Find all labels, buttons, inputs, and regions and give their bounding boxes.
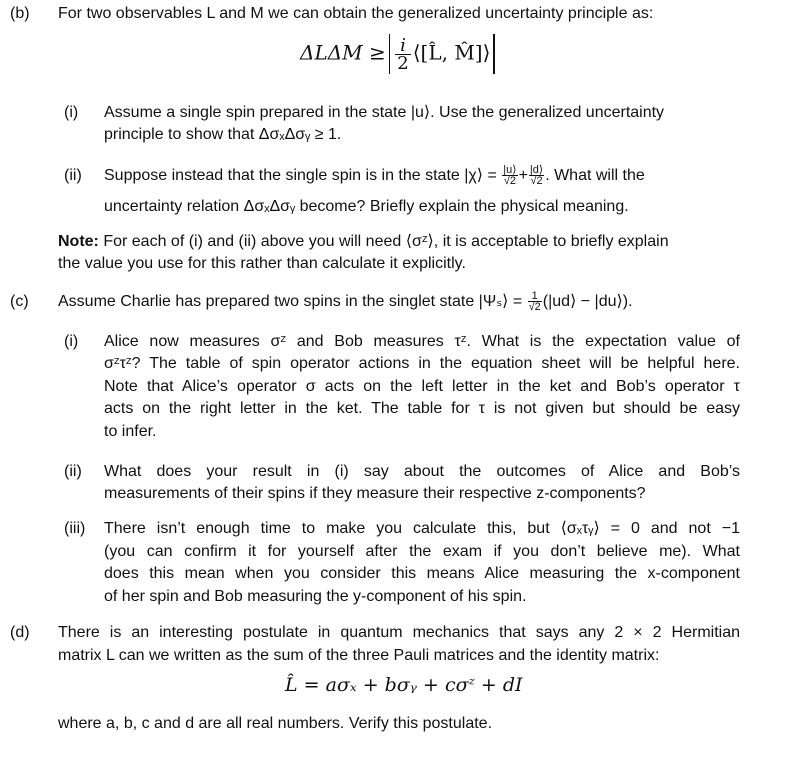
abs-bar-right xyxy=(493,34,495,74)
note-line-1 xyxy=(58,231,669,253)
c-ii-line-1-text: What does your result in (i) say about the outcomes of Alice and Bob’s xyxy=(104,463,740,480)
c-i-line-1 xyxy=(104,331,740,353)
note-line-2: the value you use for this rather than calculate it explicitly. xyxy=(58,255,466,272)
c-iii-line-1-text: There isn’t enough time to make you calculate this, but ⟨σₓτᵧ⟩ = 0 and not −1 xyxy=(104,520,740,537)
c-i-line-3 xyxy=(104,376,740,398)
uncertainty-equation xyxy=(300,34,498,74)
part-c-intro-post: (|ud⟩ − |du⟩). xyxy=(542,293,633,310)
b-ii-line-1 xyxy=(104,165,645,187)
c-frac xyxy=(528,291,542,312)
c-i-line-4-text: acts on the right letter in the ket. The table for τ is not given but should be easy xyxy=(104,400,740,417)
frac-d-num: |d⟩ xyxy=(529,164,544,177)
equation-frac-den: 2 xyxy=(397,52,409,74)
d-line-2: matrix L can we written as the sum of the three Pauli matrices and the identity matrix: xyxy=(58,647,660,664)
c-iii-line-3-text: does this mean when you consider this means Alice measuring the x-component xyxy=(104,565,740,582)
c-i-line-3-text: Note that Alice’s operator σ acts on the left letter in the ket and Bob’s operator τ xyxy=(104,378,740,395)
c-i-line-4 xyxy=(104,398,740,420)
note-bold: Note: xyxy=(58,233,99,250)
b-ii-label: (ii) xyxy=(64,167,82,184)
c-iii-line-1 xyxy=(104,518,740,540)
c-ii-line-2: measurements of their spins if they measure their respective z-components? xyxy=(104,485,646,502)
c-iii-line-2-text: (you can confirm it for yourself after the exam if you don’t believe me). What xyxy=(104,543,740,560)
part-d-label: (d) xyxy=(10,624,30,641)
d-line-1 xyxy=(58,622,740,644)
c-iii-line-4: of her spin and Bob measuring the y-component of his spin. xyxy=(104,588,527,605)
equation-fraction xyxy=(395,34,410,74)
equation-lhs: ΔLΔM ≥ xyxy=(300,40,386,65)
d-line-1-text: There is an interesting postulate in quantum mechanics that says any 2 × 2 Hermitian xyxy=(58,624,740,641)
abs-bar-left xyxy=(389,34,391,74)
b-ii-frac-d xyxy=(529,165,544,186)
c-frac-den: √2 xyxy=(528,301,541,314)
b-i-line-2: principle to show that ΔσₓΔσᵧ ≥ 1. xyxy=(104,126,342,143)
c-iii-line-3 xyxy=(104,563,740,585)
b-ii-frac-u xyxy=(502,165,517,186)
b-ii-line-1-post: . What will the xyxy=(545,167,645,184)
part-c-intro xyxy=(58,291,633,313)
part-c-label: (c) xyxy=(10,293,29,310)
c-i-line-5: to infer. xyxy=(104,423,157,440)
part-c-intro-pre: Assume Charlie has prepared two spins in the singlet state |Ψₛ⟩ = xyxy=(58,293,523,310)
c-i-line-2-text: σᶻτᶻ? The table of spin operator actions in the equation sheet will be helpful here. xyxy=(104,355,740,372)
plus-sign: + xyxy=(518,167,528,184)
note-line-1-rest: For each of (i) and (ii) above you will need ⟨σᶻ⟩, it is acceptable to briefly explain xyxy=(98,233,669,250)
equation-frac-num: i xyxy=(395,37,410,55)
frac-d-den: √2 xyxy=(530,175,543,188)
b-ii-line-2: uncertainty relation ΔσₓΔσᵧ become? Briefly explain the physical meaning. xyxy=(104,198,629,215)
b-i-line-1: Assume a single spin prepared in the state |u⟩. Use the generalized uncertainty xyxy=(104,104,665,121)
c-i-line-2 xyxy=(104,353,740,375)
frac-u-den: √2 xyxy=(503,175,516,188)
d-closing: where a, b, c and d are all real numbers. Verify this postulate. xyxy=(58,715,493,732)
part-b-label: (b) xyxy=(10,5,30,22)
c-iii-label: (iii) xyxy=(64,520,86,537)
b-i-label: (i) xyxy=(64,104,79,121)
equation-rhs: ⟨[L̂, M̂]⟩ xyxy=(412,40,491,65)
c-frac-num: 1 xyxy=(528,291,542,302)
c-i-label: (i) xyxy=(64,333,79,350)
part-b-intro: For two observables L and M we can obtain the generalized uncertainty principle as: xyxy=(58,5,654,22)
c-iii-line-2 xyxy=(104,541,740,563)
pauli-equation: L̂ = aσₓ + bσᵧ + cσᶻ + dI xyxy=(285,674,523,696)
frac-u-num: |u⟩ xyxy=(503,164,517,177)
c-ii-line-1 xyxy=(104,461,740,483)
c-ii-label: (ii) xyxy=(64,463,82,480)
c-i-line-1-text: Alice now measures σᶻ and Bob measures τᶻ. What is the expectation value of xyxy=(104,333,740,350)
b-ii-line-1-pre: Suppose instead that the single spin is in the state |χ⟩ = xyxy=(104,167,497,184)
